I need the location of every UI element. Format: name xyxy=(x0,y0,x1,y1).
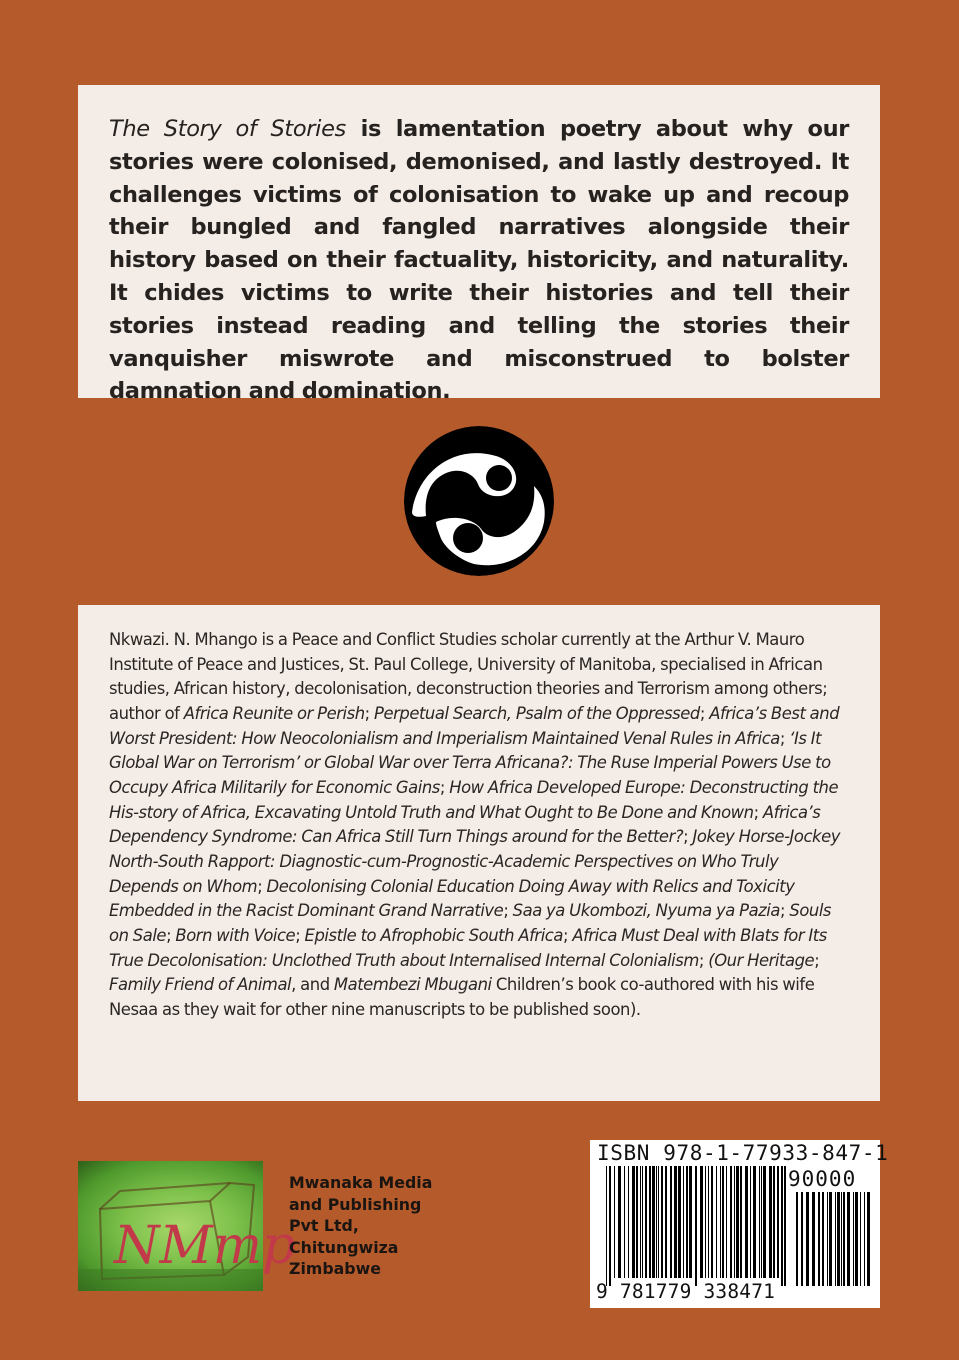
barcode-bar xyxy=(636,1166,638,1278)
barcode-bar xyxy=(618,1166,621,1278)
bio-separator: ; xyxy=(562,925,573,945)
barcode-bar xyxy=(750,1166,751,1278)
barcode-bar xyxy=(716,1166,717,1278)
barcode-bar xyxy=(645,1166,647,1278)
barcode-bar xyxy=(665,1166,667,1278)
barcode-bar xyxy=(632,1166,635,1278)
barcode-addon-bar xyxy=(837,1192,840,1286)
publisher-line: and Publishing xyxy=(289,1194,422,1214)
barcode-bar xyxy=(708,1166,709,1278)
bio-separator: ; xyxy=(780,901,790,921)
book-title: (Our Heritage xyxy=(708,950,815,970)
barcode-addon-code: 90000 xyxy=(788,1167,857,1191)
author-bio-text xyxy=(109,628,850,1023)
barcode-bar xyxy=(763,1166,766,1278)
book-title: Jokey Horse-Jockey North-South Rapport: Diagnostic-cum-Prognostic-Academic Perspectives on Who Truly Depends on Whom xyxy=(109,827,840,896)
isbn-barcode xyxy=(590,1140,889,1308)
barcode-bar xyxy=(700,1166,703,1278)
barcode-addon-bar xyxy=(812,1192,815,1286)
bio-separator: ; xyxy=(295,925,305,945)
bio-separator: ; xyxy=(698,950,709,970)
emblem-lower-dot xyxy=(453,523,483,553)
publisher-line: Zimbabwe xyxy=(289,1259,381,1278)
publisher-logo-text: NMmp xyxy=(114,1216,296,1276)
barcode-bar xyxy=(761,1166,762,1278)
barcode-bar xyxy=(606,1166,607,1286)
barcode-addon-bar xyxy=(853,1192,854,1286)
blurb-body: is lamentation poetry about why our stories were colonised, demonised, and lastly destroyed. It challenges victims of colonisation to wake up and recoup their bungled and fangled narratives alongside their history based on their factuality, historicity, and naturality. It chides victims to write their histories and tell their stories instead reading and telling the stories their vanquisher miswrote and misconstrued to bolster damnation and domination. xyxy=(109,116,849,405)
book-title: ‘Is It Global War on Terrorism’ or Global War over Terra Africana?: The Ruse Imperial Powers Use to Occupy Africa Militarily for Economic Gains xyxy=(109,728,831,797)
bio-separator: ; xyxy=(779,728,790,748)
barcode-addon-bar xyxy=(806,1192,809,1286)
barcode-addon-bar xyxy=(841,1192,842,1286)
barcode-addon-bar xyxy=(796,1192,798,1286)
barcode-bar xyxy=(745,1166,748,1278)
blurb-text xyxy=(109,113,849,408)
book-title: Africa Reunite or Perish xyxy=(183,703,365,723)
book-title: How Africa Developed Europe: Deconstructing the His-story of Africa, Excavating Untold Truth and What Ought to Be Done and Known xyxy=(109,777,839,822)
book-title: Saa ya Ukombozi, Nyuma ya Pazia xyxy=(512,901,781,921)
barcode-bar xyxy=(656,1166,657,1278)
bio-separator: ; xyxy=(814,950,820,970)
bio-separator: ; xyxy=(364,703,375,723)
barcode-bar xyxy=(769,1166,772,1278)
barcode-bar xyxy=(640,1166,641,1278)
barcode-bar xyxy=(695,1166,697,1286)
publisher-line: Mwanaka Media xyxy=(289,1173,433,1192)
barcode-bar xyxy=(784,1166,786,1286)
barcode-bar xyxy=(711,1166,713,1278)
barcode-digits: 9 781779 338471 xyxy=(596,1280,776,1303)
book-title: Born with Voice xyxy=(175,925,296,945)
barcode-bar xyxy=(722,1166,724,1278)
barcode-addon-bar xyxy=(847,1192,850,1286)
book-title: The Story of Stories xyxy=(109,116,346,142)
book-title: Africa’s Dependency Syndrome: Can Africa Still Turn Things around for the Better? xyxy=(109,802,821,847)
barcode-addon-bar xyxy=(835,1192,836,1286)
barcode-addon-bar xyxy=(818,1192,820,1286)
barcode-bar xyxy=(609,1166,611,1286)
bio-separator: , and xyxy=(291,975,334,995)
barcode-addon-bar xyxy=(827,1192,828,1286)
tomoe-emblem-icon xyxy=(404,426,554,576)
barcode-bar xyxy=(652,1166,655,1278)
barcode-addon-bar xyxy=(801,1192,803,1286)
bio-separator: ; xyxy=(683,827,693,847)
book-title: Matembezi Mbugani xyxy=(333,975,492,995)
bio-separator: ; xyxy=(166,925,176,945)
barcode-bar xyxy=(734,1166,735,1278)
barcode-bar xyxy=(781,1166,783,1286)
barcode-bar xyxy=(740,1166,742,1278)
barcode-bar xyxy=(678,1166,681,1278)
barcode-bar xyxy=(777,1166,779,1278)
barcode-bar xyxy=(753,1166,756,1278)
barcode-addon-bar xyxy=(864,1192,865,1286)
bio-separator: ; xyxy=(753,802,763,822)
barcode-bar xyxy=(759,1166,760,1278)
book-title: Africa Must Deal with Blats for Its True Decolonisation: Unclothed Truth about Internalised Internal Colonialism xyxy=(109,925,827,970)
blurb-panel xyxy=(78,85,880,405)
barcode-bar xyxy=(649,1166,651,1278)
barcode-bar xyxy=(658,1166,659,1278)
barcode-bar xyxy=(642,1166,643,1278)
barcode-bar xyxy=(720,1166,721,1278)
barcode-addon-bar xyxy=(829,1192,832,1286)
book-title: Family Friend of Animal xyxy=(109,975,292,995)
publisher-line: Chitungwiza xyxy=(289,1237,399,1257)
barcode-bar xyxy=(614,1166,615,1278)
barcode-bar xyxy=(674,1166,677,1278)
publisher-line: Pvt Ltd, xyxy=(289,1216,359,1235)
bio-separator: ; xyxy=(439,777,450,797)
author-bio-panel xyxy=(78,605,880,1101)
barcode-bar xyxy=(683,1166,684,1278)
book-title: Souls on Sale xyxy=(109,901,832,945)
barcode-bar xyxy=(686,1166,688,1278)
barcode-addon-bar xyxy=(843,1192,845,1286)
book-title: Decolonising Colonial Education Doing Away with Relics and Toxicity Embedded in the Racist Dominant Grand Narrative xyxy=(109,876,795,921)
isbn-label: ISBN 978-1-77933-847-1 xyxy=(597,1141,889,1165)
barcode-bar xyxy=(628,1166,629,1278)
barcode-bar xyxy=(670,1166,672,1278)
publisher-logo xyxy=(78,1161,296,1291)
book-title: Perpetual Search, Psalm of the Oppressed xyxy=(374,703,700,723)
barcode-bar xyxy=(705,1166,706,1278)
barcode-addon-bar xyxy=(867,1192,870,1286)
barcode-bar xyxy=(736,1166,739,1278)
barcode-addon-bar xyxy=(860,1192,861,1286)
bio-separator: ; xyxy=(257,876,267,896)
barcode-bar xyxy=(689,1166,692,1278)
barcode-bar xyxy=(726,1166,727,1278)
publisher-name xyxy=(289,1172,432,1280)
publisher-logo-art xyxy=(78,1161,296,1291)
bio-separator: ; xyxy=(503,901,513,921)
bio-outro: Children’s book co-authored with his wife Nesaa as they wait for other nine manuscripts to be published soon). xyxy=(109,975,815,1019)
bio-intro: Nkwazi. N. Mhango is a Peace and Conflict Studies scholar currently at the Arthur V. Mauro Institute of Peace and Justices, St. Paul College, University of Manitoba, specialised in African studies, African history, decolonisation, deconstruction theories and Terrorism among others; author of xyxy=(109,630,828,723)
book-title: Africa’s Best and Worst President: How Neocolonialism and Imperialism Maintained Venal Rules in Africa xyxy=(109,703,840,748)
emblem-upper-dot xyxy=(486,465,512,491)
barcode-addon-bar xyxy=(855,1192,858,1286)
barcode-bar xyxy=(730,1166,732,1278)
barcode-bar xyxy=(773,1166,775,1278)
barcode-bar xyxy=(624,1166,625,1278)
barcode-bar xyxy=(661,1166,663,1278)
barcode-addon-bar xyxy=(822,1192,824,1286)
book-title: Epistle to Afrophobic South Africa xyxy=(304,925,563,945)
bio-separator: ; xyxy=(699,703,710,723)
